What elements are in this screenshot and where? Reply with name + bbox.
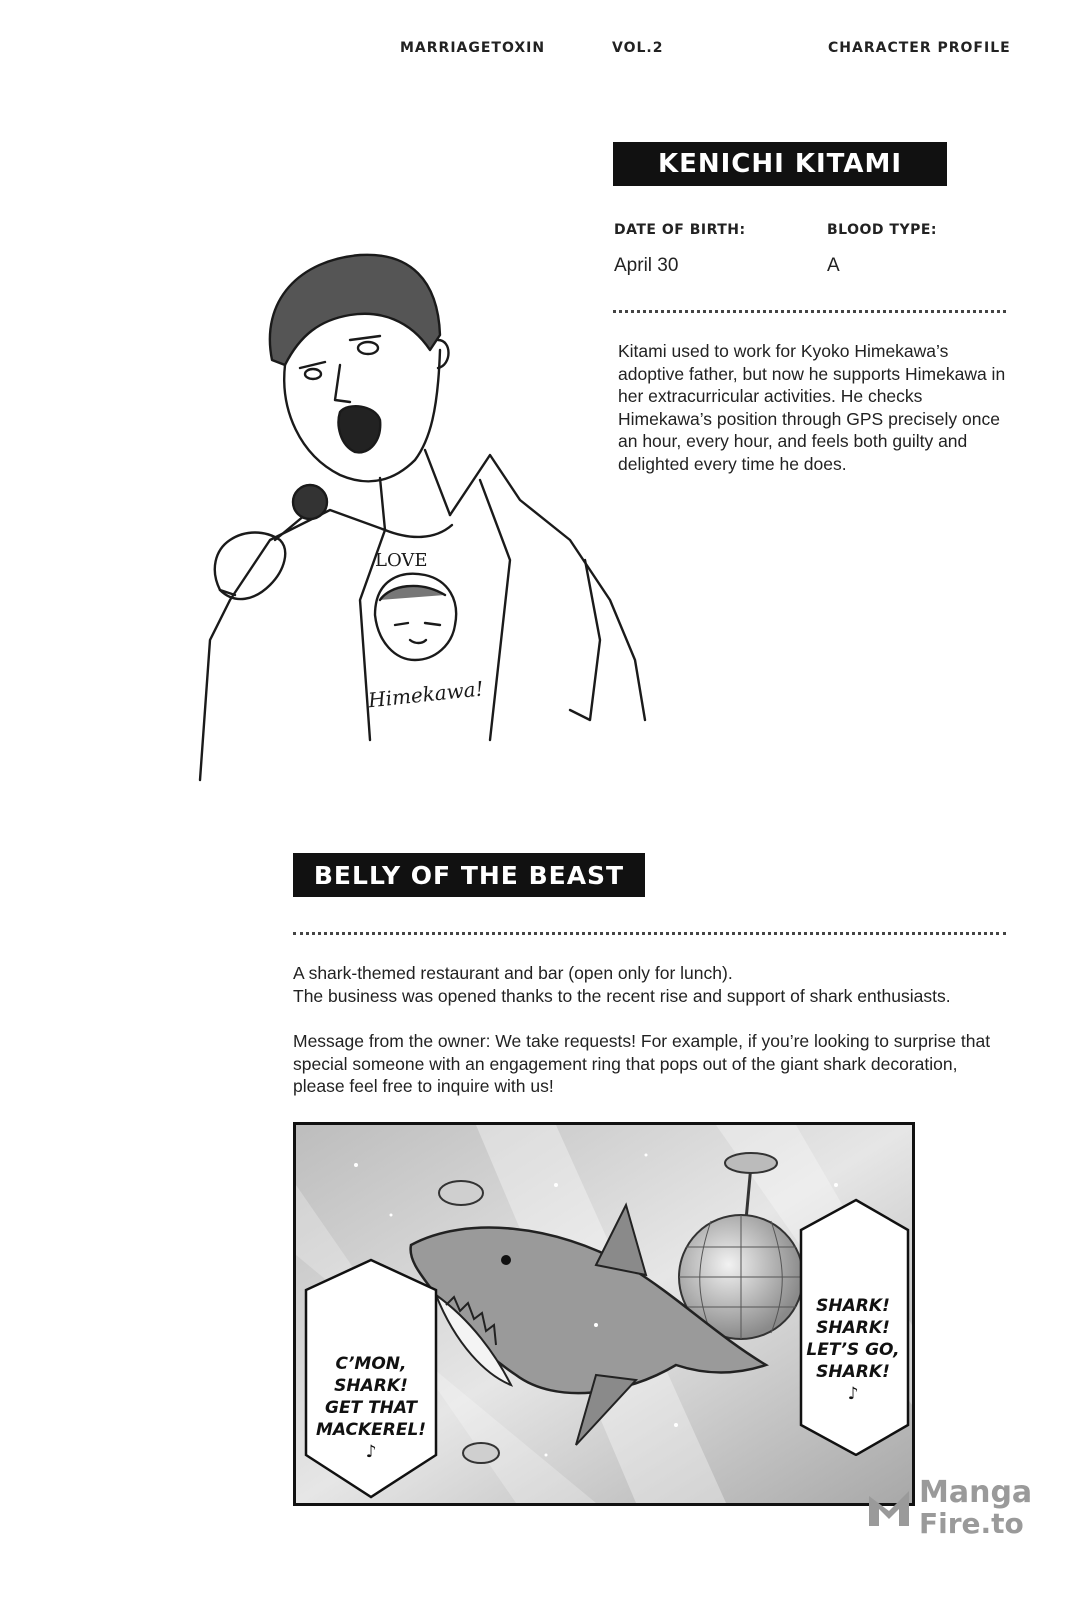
watermark-text-line-2: Fire.to [919, 1507, 1024, 1540]
owner-message [293, 1030, 1013, 1098]
character-description: Kitami used to work for Kyoko Himekawa’s adoptive father, but now he supports Himekawa in her extracurricular activities. He checks Himekawa’s position through GPS precisely once an hour, every hour, and feels both guilty and delighted every time he does. [618, 341, 1006, 474]
bubble-line: GET THAT [324, 1398, 418, 1418]
bubble-line: ♪ [847, 1384, 859, 1404]
date-of-birth-value: April 30 [614, 255, 679, 276]
series-title: MARRIAGETOXIN [400, 40, 546, 56]
dotted-divider [613, 310, 1006, 313]
watermark [864, 1475, 1033, 1540]
watermark-text-line-1: Manga [919, 1475, 1033, 1510]
place-description [293, 962, 1013, 1007]
bubble-line: MACKEREL! [315, 1420, 427, 1440]
character-name-banner: KENICHI KITAMI [613, 142, 947, 186]
dotted-divider [293, 932, 1006, 935]
place-description-line-2: The business was opened thanks to the recent rise and support of shark enthusiasts. [293, 985, 951, 1006]
blood-type-label: BLOOD TYPE: [827, 222, 938, 238]
bubble-line: SHARK! [816, 1318, 890, 1338]
shirt-text-love: LOVE [375, 550, 428, 571]
place-description-line-1: A shark-themed restaurant and bar (open only for lunch). [293, 963, 733, 983]
bubble-line: SHARK! [816, 1296, 890, 1316]
bubble-line: ♪ [365, 1442, 377, 1462]
owner-message-text: Message from the owner: We take requests! For example, if you’re looking to surprise that special someone with an engagement ring that pops out of the giant shark decoration, please feel free to inquire with us! [293, 1031, 991, 1096]
speech-bubble-left [306, 1353, 436, 1463]
volume-label: VOL.2 [612, 40, 664, 56]
section-label: CHARACTER PROFILE [828, 40, 1011, 56]
watermark-logo-icon [864, 1481, 914, 1531]
bubble-line: LET’S GO, [806, 1340, 900, 1360]
bubble-line: SHARK! [334, 1376, 408, 1396]
place-name-banner: BELLY OF THE BEAST [293, 853, 645, 897]
speech-bubble-right [798, 1295, 908, 1405]
manga-panel-shark-bar [293, 1122, 915, 1506]
bubble-line: C’MON, [335, 1354, 407, 1374]
character-portrait-illustration [190, 240, 710, 790]
shirt-text-himekawa: Himekawa! [367, 676, 485, 713]
date-of-birth-label: DATE OF BIRTH: [614, 222, 746, 238]
blood-type-value: A [827, 255, 840, 276]
bubble-line: SHARK! [816, 1362, 890, 1382]
